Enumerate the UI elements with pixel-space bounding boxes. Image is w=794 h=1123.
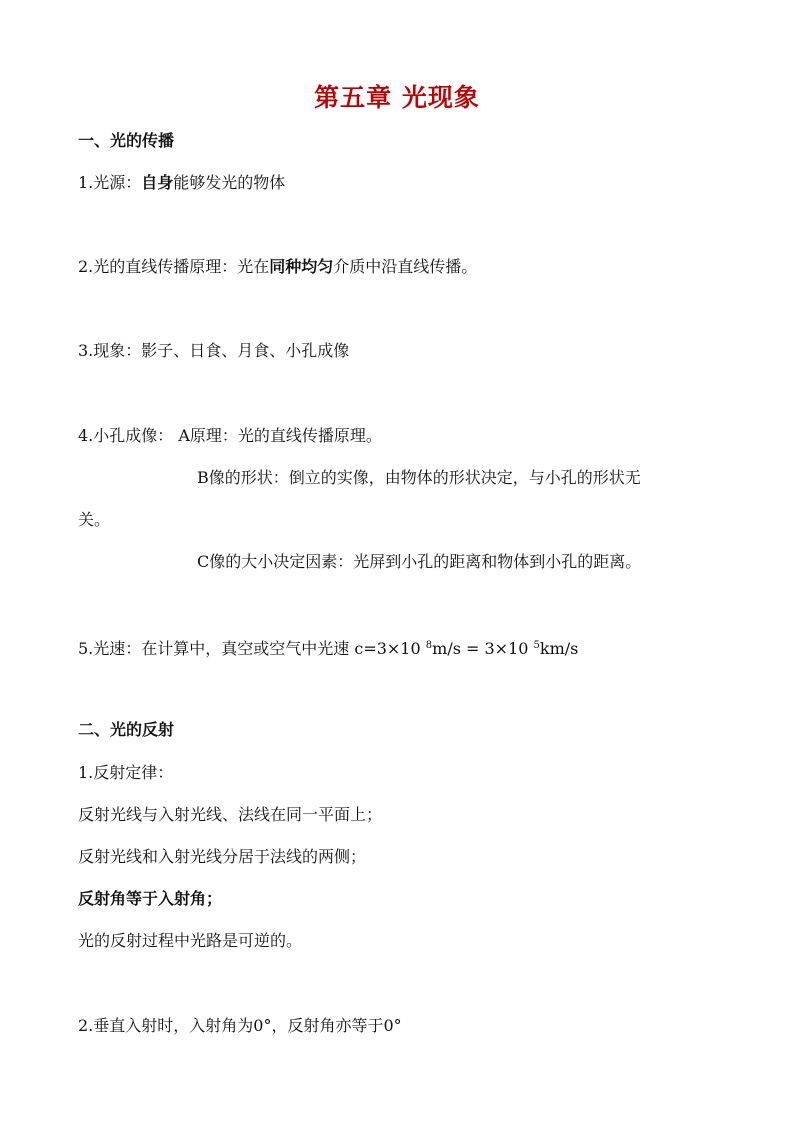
item-pinhole-shape-cont: 关。 xyxy=(78,510,111,529)
section-heading-propagation: 一、光的传播 xyxy=(78,131,175,150)
item-bold-term: 同种均匀 xyxy=(269,257,334,276)
reflection-law-4: 光的反射过程中光路是可逆的。 xyxy=(78,931,303,950)
speed-exponent-1: 8 xyxy=(425,640,433,651)
speed-text-1: 5.光速：在计算中，真空或空气中光速 c=3×10 xyxy=(78,639,426,658)
item-pinhole-principle: 4.小孔成像： A原理：光的直线传播原理。 xyxy=(78,426,382,445)
speed-text-2: m/s = 3×10 xyxy=(432,639,534,658)
item-normal-incidence: 2.垂直入射时，入射角为0°，反射角亦等于0° xyxy=(78,1016,402,1035)
item-rest: 介质中沿直线传播。 xyxy=(333,257,478,276)
item-pinhole-shape: B像的形状：倒立的实像，由物体的形状决定，与小孔的形状无 xyxy=(197,468,641,487)
speed-exponent-2: 5 xyxy=(533,640,540,651)
item-prefix: 1.光源： xyxy=(78,173,142,192)
item-light-source xyxy=(78,172,285,194)
item-reflection-law-label: 1.反射定律： xyxy=(78,763,174,782)
item-bold-term: 自身 xyxy=(141,173,174,192)
item-rest: 能够发光的物体 xyxy=(173,173,286,192)
item-pinhole-size: C像的大小决定因素：光屏到小孔的距离和物体到小孔的距离。 xyxy=(197,552,642,571)
reflection-law-3: 反射角等于入射角； xyxy=(78,889,223,908)
chapter-title: 第五章 光现象 xyxy=(314,83,480,112)
speed-text-3: km/s xyxy=(539,639,579,658)
reflection-law-1: 反射光线与入射光线、法线在同一平面上； xyxy=(78,805,383,824)
item-rectilinear-propagation xyxy=(78,256,477,278)
reflection-law-2: 反射光线和入射光线分居于法线的两侧； xyxy=(78,847,367,866)
item-phenomena: 3.现象：影子、日食、月食、小孔成像 xyxy=(78,341,350,360)
item-light-speed xyxy=(78,635,578,660)
section-heading-reflection: 二、光的反射 xyxy=(78,720,175,739)
item-prefix: 2.光的直线传播原理：光在 xyxy=(78,257,270,276)
